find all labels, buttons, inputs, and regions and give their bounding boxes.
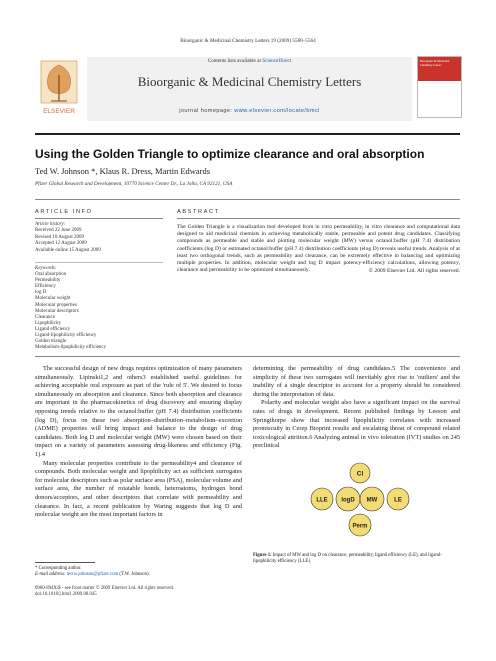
homepage-prefix: journal homepage: [179,108,235,114]
article-title: Using the Golden Triangle to optimize clearance and oral absorption [35,147,425,161]
journal-name: Bioorganic & Medicinal Chemistry Letters [137,74,362,89]
sciencedirect-link[interactable]: ScienceDirect [262,58,292,64]
node-label-cl: Cl [356,470,364,478]
history-rule [35,262,163,263]
body-paragraph: The successful design of new drugs requires optimization of many parameters simultaneously. Lipinski1,2 and others3 established useful guidelines for achieving acceptable oral exposure as part of the 'rule of 5'. We desired to focus simultaneously on absorption and clearance. Since both absorption and clearance are important in the pharmacokinetics of drug discovery and ensuring display opposing trends relative to the octanol:buffer (pH 7.4) distribution coefficients (log D), focus on these two absorption–distribution–metabolism–excretion (ADME) properties will bring impact and balance to the design of drug candidates. Both log D and molecular weight (MW) were chosen based on their impact on a variety of parameters assessing drug-likeness and efficiency (Fig. 1).4 [35,365,242,458]
journal-homepage [87,108,412,114]
history-received: Received 22 June 2009 [35,228,82,234]
contents-prefix: Contents lists available at [207,58,263,64]
abstract-rule [177,218,460,219]
abstract-copyright: © 2009 Elsevier Ltd. All rights reserved. [368,268,460,274]
body-right-column [253,365,460,450]
keyword: Oral absorption [35,272,67,278]
journal-cover-thumbnail [417,56,462,118]
figure-label: Figure 1. [253,553,272,558]
elsevier-logo [35,55,83,121]
footnote [35,566,235,578]
keyword: Molecular properties [35,302,77,308]
keyword: Molecular descriptors [35,308,79,314]
info-rule [35,218,163,219]
keyword: Molecular weight [35,296,71,302]
abstract-text: The Golden Triangle is a visualization tool developed from in vitro permeability, in vitro clearance and computational data designed to aid medicinal chemists in achieving metabolically stable, permeable and potent drug candidates. Classifying compounds as permeable and stable and plotting molecular weight (MW) versus octanol:buffer (pH 7.4) distribution coefficients (log D) or estimated octanol:buffer (pH 7.4) distribution coefficients (elog D) reveals useful trends. Analysis of at least two orthogonal trends, such as permeability and clearance, can be extremely effective in balancing and optimizing multiple properties. In addition, molecular weight and log D impact potency-efficiency calculations, allowing potency, clearance and permeability to be optimized simultaneously. [177,224,460,274]
contents-line [87,58,412,64]
email-label: E-mail address: [35,572,67,577]
section-rule [35,199,460,200]
history-label: Article history: [35,222,66,227]
doi-link[interactable]: doi:10.1016/j.bmcl.2009.08.045 [35,592,97,597]
body-paragraph: Many molecular properties contribute to the permeability4 and clearance of compounds. Both molecular weight and lipophilicity act as sufficient surrogates for molecular descriptors such as polar surface area (PSA), molecular volume and surface area, the number of rotatable bonds, heteroatoms, hydrogen bond donors/acceptors, and other descriptors that correlate with permeability and clearance. In fact, a recent publication by Waring suggests that log D and molecular weight are the most important factors in [35,459,242,519]
node-label-logd: logD [341,497,355,504]
keyword: Metabolism-lipophilicity efficiency [35,345,107,351]
keyword: Lipophilicity [35,320,62,326]
keywords-label: Keywords: [35,266,57,271]
footnote-email-line [35,572,235,578]
journal-banner [35,55,460,130]
figure-1-diagram [300,455,420,540]
keyword: Ligand efficiency [35,326,71,332]
article-info-heading: ARTICLE INFO [35,209,93,215]
author-email-link[interactable]: ted.w.johnson@pfizer.com [66,572,119,577]
article-authors: Ted W. Johnson *, Klaus R. Dress, Martin Edwards [35,166,211,176]
svg-text:ELSEVIER: ELSEVIER [43,108,75,115]
footnote-marker: * Corresponding author. [35,566,82,571]
email-suffix: (T.W. Johnson). [118,572,150,577]
node-label-perm: Perm [352,523,368,530]
footnote-rule [35,562,95,563]
history-revised: Revised 10 August 2009 [35,234,85,240]
figure-caption [253,553,460,565]
keyword: Permeability [35,278,61,284]
keyword: Golden triangle [35,339,67,345]
body-paragraph: determining the permeability of drug candidates.5 The convenience and simplicity of these two surrogates will inevitably give rise to 'outliers' and the inability of a single descriptor to account for a property should be considered during the interpretation of data. [253,365,460,398]
keywords [35,266,165,351]
affiliation: Pfizer Global Research and Development, 10770 Science Center Dr., La Jolla, CA 92121, USA [35,181,233,187]
body-rule [35,356,460,357]
homepage-link[interactable]: www.elsevier.com/locate/bmcl [234,108,320,114]
header-rule [35,133,460,135]
article-history [35,222,165,254]
cover-title: Bioorganic & Medicinal Chemistry Letters [420,59,450,67]
figure-caption-text: Impact of MW and log D on clearance, permeability, ligand efficiency (LE), and ligand-lipophilicity efficiency (LLE). [253,553,442,564]
keyword: log D [35,290,47,296]
keyword: Efficiency [35,284,56,290]
issn-line [35,586,285,598]
body-left-column [35,365,242,555]
abstract-heading: ABSTRACT [177,209,220,215]
keyword: Clearance [35,314,55,320]
node-label-lle: LLE [316,497,328,504]
body-paragraph: Polarity and molecular weight also have a significant impact on the survival rates of drugs in development. Recent published findings by Leeson and Springthorpe show that increased lipophilicity correlates with increased promiscuity in Cerep Bioprint results and escalating threat of compound related toxicological attrition.6 Analyzing animal in vivo toleration (IVT) studies on 245 preclinical [253,399,460,450]
running-header: Bioorganic & Medicinal Chemistry Letters 19 (2009) 5560–5564 [180,38,316,44]
issn: 0960-894X/$ - see front matter © 2009 Elsevier Ltd. All rights reserved. [35,586,175,591]
node-label-le: LE [394,497,402,504]
keyword: Ligand-lipophilicity efficiency [35,333,97,339]
history-online: Available online 15 August 2009 [35,247,101,253]
node-label-mw: MW [366,497,378,504]
history-accepted: Accepted 12 August 2009 [35,241,87,247]
banner-box [87,57,412,121]
